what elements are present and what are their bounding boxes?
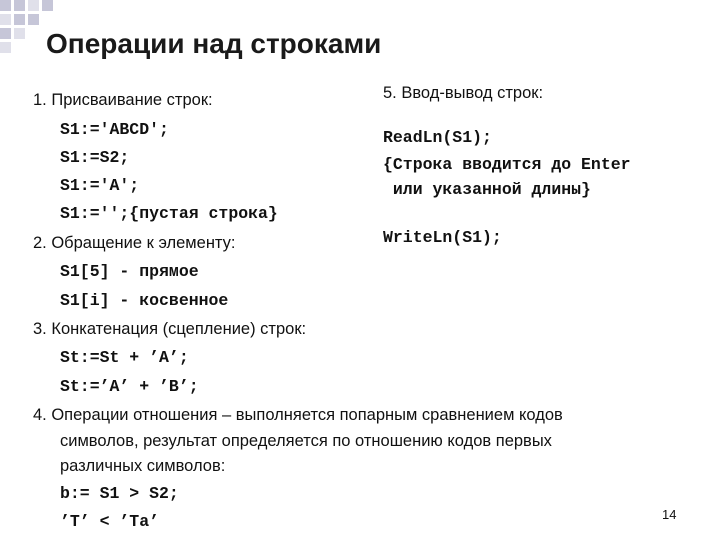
code-line: {Строка вводится до Enter <box>383 155 631 174</box>
item4-line: символов, результат определяется по отношению кодов первых <box>60 432 552 450</box>
decor-square <box>0 0 11 11</box>
decor-square <box>42 0 53 11</box>
code-line: S1[i] - косвенное <box>60 291 229 310</box>
decor-square <box>28 0 39 11</box>
decor-square <box>14 14 25 25</box>
item1-heading: 1. Присваивание строк: <box>33 91 213 109</box>
code-line: St:=St + ’A’; <box>60 348 189 367</box>
decor-square <box>28 14 39 25</box>
code-line: WriteLn(S1); <box>383 228 502 247</box>
code-line: St:=’A’ + ’B’; <box>60 377 199 396</box>
code-line: b:= S1 > S2; <box>60 484 179 503</box>
code-line: ’T’ < ’Ta’ <box>60 512 160 531</box>
item4-line: 4. Операции отношения – выполняется попарным сравнением кодов <box>33 406 563 424</box>
decor-square <box>14 28 25 39</box>
code-line: S1:='';{пустая строка} <box>60 204 278 223</box>
code-line: S1:='ABCD'; <box>60 120 169 139</box>
code-line: ReadLn(S1); <box>383 128 492 147</box>
item3-heading: 3. Конкатенация (сцепление) строк: <box>33 320 307 338</box>
slide-title: Операции над строками <box>46 28 382 59</box>
decor-square <box>14 0 25 11</box>
code-line: S1:='A'; <box>60 176 140 195</box>
item2-heading: 2. Обращение к элементу: <box>33 234 236 252</box>
decor-square <box>0 28 11 39</box>
code-line: S1[5] - прямое <box>60 262 199 281</box>
item4-line: различных символов: <box>60 457 226 475</box>
code-line: S1:=S2; <box>60 148 130 167</box>
item5-heading: 5. Ввод-вывод строк: <box>383 84 544 102</box>
decor-square <box>0 42 11 53</box>
page-number: 14 <box>662 507 677 522</box>
code-line: или указанной длины} <box>383 180 591 199</box>
decor-square <box>0 14 11 25</box>
